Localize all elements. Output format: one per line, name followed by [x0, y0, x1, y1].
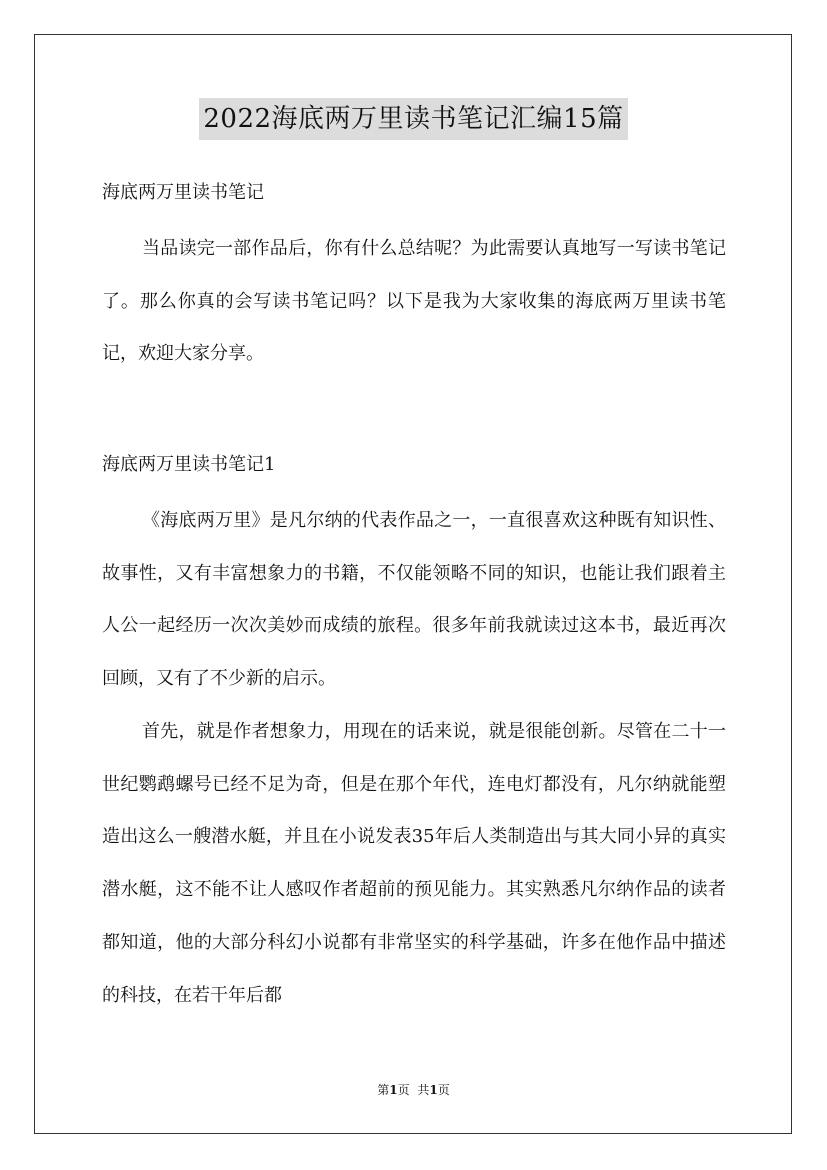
intro-heading: 海底两万里读书笔记: [102, 182, 264, 203]
body-paragraph-1: 《海底两万里》是凡尔纳的代表作品之一，一直很喜欢这种既有知识性、故事性，又有丰富想象力的书籍，不仅能领略不同的知识，也能让我们跟着主人公一起经历一次次美妙而成绩的旅程。很多年前我就读过这本书，最近再次回顾，又有了不少新的启示。: [102, 510, 726, 690]
page-current: 1: [389, 1083, 398, 1097]
page-suffix: 页: [397, 1083, 410, 1097]
page-prefix: 第: [377, 1083, 390, 1097]
section1-heading: 海底两万里读书笔记1: [102, 454, 276, 475]
intro-paragraph: 当品读完一部作品后，你有什么总结呢？为此需要认真地写一写读书笔记了。那么你真的会写读书笔记吗？以下是我为大家收集的海底两万里读书笔记，欢迎大家分享。: [102, 238, 726, 365]
total-suffix: 页: [437, 1083, 450, 1097]
body-paragraph-2: 首先，就是作者想象力，用现在的话来说，就是很能创新。尽管在二十一世纪鹦鹉螺号已经不足为奇，但是在那个年代，连电灯都没有，凡尔纳就能塑造出这么一艘潜水艇，并且在小说发表35年后人类制造出与其大同小异的真实潜水艇，这不能不让人感叹作者超前的预见能力。其实熟悉凡尔纳作品的读者都知道，他的大部分科幻小说都有非常坚实的科学基础，许多在他作品中描述的科技，在若干年后都: [102, 721, 726, 1006]
total-prefix: 共: [417, 1083, 430, 1097]
title-container: [0, 98, 827, 140]
document-title: 2022海底两万里读书笔记汇编15篇: [199, 98, 627, 140]
page-footer: [0, 1082, 827, 1098]
page-total: 1: [429, 1083, 438, 1097]
